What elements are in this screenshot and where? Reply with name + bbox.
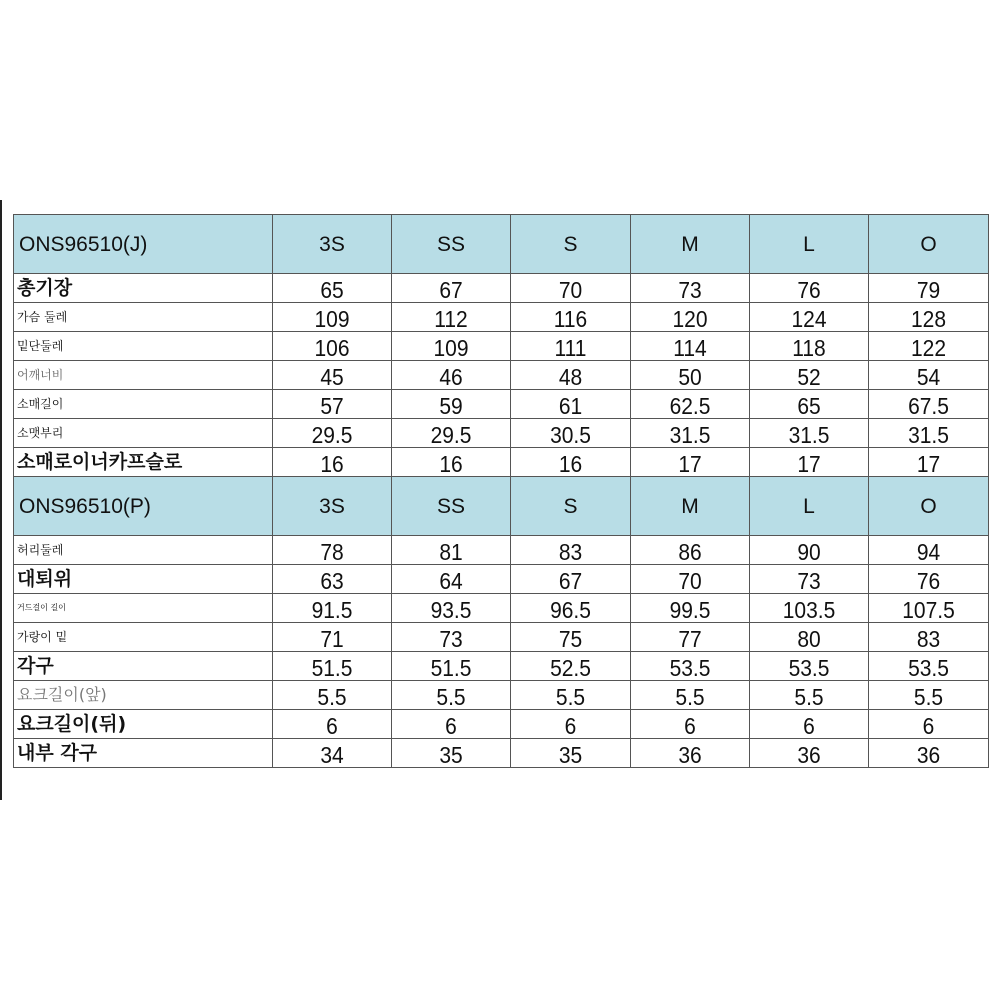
measurement-label: 어깨너비	[14, 361, 273, 390]
measurement-value	[631, 419, 750, 448]
measurement-value	[511, 332, 631, 361]
value-text: 93.5	[430, 597, 472, 623]
measurement-value	[869, 448, 989, 477]
measurement-value	[750, 361, 869, 390]
measurement-value	[273, 419, 392, 448]
value-text: 6	[922, 713, 935, 739]
measurement-value	[511, 652, 631, 681]
measurement-value	[869, 332, 989, 361]
value-text: 5.5	[794, 684, 824, 710]
measurement-value	[631, 390, 750, 419]
value-text: 31.5	[908, 422, 949, 448]
measurement-row	[14, 623, 989, 652]
measurement-value	[631, 652, 750, 681]
measurement-value	[750, 274, 869, 303]
measurement-label: 소맷부리	[14, 419, 273, 448]
measurement-value	[511, 623, 631, 652]
measurement-value	[750, 565, 869, 594]
measurement-value	[273, 303, 392, 332]
value-text: 6	[684, 713, 696, 739]
measurement-value	[631, 536, 750, 565]
measurement-value	[273, 594, 392, 623]
value-text: 50	[678, 364, 702, 390]
measurement-value	[750, 448, 869, 477]
measurement-label: 요크길이(뒤)	[14, 710, 273, 739]
measurement-value	[392, 710, 511, 739]
size-header-cell: SS	[392, 215, 511, 274]
value-text: 30.5	[550, 422, 591, 448]
value-text: 118	[792, 335, 826, 361]
value-text: 76	[797, 277, 821, 303]
value-text: 52.5	[550, 655, 591, 681]
measurement-value	[392, 274, 511, 303]
value-text: 35	[558, 742, 583, 768]
measurement-value	[392, 739, 511, 768]
value-text: 65	[797, 393, 821, 419]
measurement-value	[273, 332, 392, 361]
size-header-cell: S	[511, 215, 631, 274]
size-header-cell: 3S	[273, 477, 392, 536]
measurement-value	[392, 332, 511, 361]
value-text: 103.5	[782, 597, 836, 623]
measurement-label: 허리둘레	[14, 536, 273, 565]
measurement-row	[14, 274, 989, 303]
value-text: 90	[797, 539, 821, 565]
measurement-label: 소매로이너카프슬로	[14, 448, 273, 477]
measurement-value	[392, 652, 511, 681]
measurement-value	[273, 565, 392, 594]
measurement-value	[750, 332, 869, 361]
measurement-value	[750, 303, 869, 332]
value-text: 53.5	[908, 655, 949, 681]
value-text: 65	[320, 277, 344, 303]
model-code: ONS96510(P)	[14, 477, 273, 536]
measurement-value	[392, 536, 511, 565]
measurement-value	[631, 594, 750, 623]
value-text: 67	[558, 568, 583, 594]
value-text: 5.5	[317, 684, 347, 710]
measurement-value	[273, 681, 392, 710]
measurement-value	[511, 448, 631, 477]
value-text: 71	[320, 626, 344, 652]
value-text: 109	[314, 306, 350, 332]
measurement-row	[14, 332, 989, 361]
measurement-value	[392, 594, 511, 623]
value-text: 73	[678, 277, 702, 303]
value-text: 120	[672, 306, 708, 332]
measurement-value	[869, 739, 989, 768]
value-text: 73	[797, 568, 821, 594]
value-text: 45	[320, 364, 344, 390]
value-text: 63	[320, 568, 344, 594]
size-chart-table	[13, 214, 989, 768]
measurement-row	[14, 681, 989, 710]
measurement-value	[631, 274, 750, 303]
measurement-value	[869, 652, 989, 681]
measurement-value	[273, 536, 392, 565]
value-text: 54	[916, 364, 941, 390]
size-header-cell: O	[869, 215, 989, 274]
value-text: 17	[678, 451, 702, 477]
value-text: 122	[910, 335, 947, 361]
measurement-row	[14, 565, 989, 594]
measurement-value	[511, 710, 631, 739]
measurement-value	[511, 274, 631, 303]
value-text: 5.5	[555, 684, 586, 710]
value-text: 78	[320, 539, 344, 565]
value-text: 52	[797, 364, 821, 390]
value-text: 31.5	[669, 422, 711, 448]
measurement-value	[869, 303, 989, 332]
measurement-value	[631, 332, 750, 361]
value-text: 6	[803, 713, 815, 739]
value-text: 124	[791, 306, 827, 332]
measurement-value	[869, 681, 989, 710]
value-text: 67.5	[908, 393, 949, 419]
measurement-value	[869, 419, 989, 448]
value-text: 36	[797, 742, 821, 768]
value-text: 16	[439, 451, 463, 477]
measurement-value	[511, 390, 631, 419]
measurement-value	[273, 390, 392, 419]
size-header-cell: L	[750, 477, 869, 536]
measurement-value	[392, 623, 511, 652]
measurement-value	[511, 681, 631, 710]
measurement-value	[750, 652, 869, 681]
measurement-value	[511, 303, 631, 332]
value-text: 128	[910, 306, 947, 332]
measurement-label: 소매길이	[14, 390, 273, 419]
value-text: 107.5	[902, 597, 955, 623]
measurement-value	[750, 419, 869, 448]
value-text: 70	[678, 568, 702, 594]
size-header-cell: M	[631, 477, 750, 536]
measurement-value	[392, 565, 511, 594]
measurement-label: 가슴 둘레	[14, 303, 273, 332]
value-text: 76	[916, 568, 941, 594]
measurement-value	[631, 361, 750, 390]
measurement-value	[750, 681, 869, 710]
measurement-value	[511, 565, 631, 594]
measurement-value	[631, 623, 750, 652]
measurement-value	[869, 565, 989, 594]
measurement-value	[631, 448, 750, 477]
measurement-label: 대퇴위	[14, 565, 273, 594]
measurement-value	[750, 710, 869, 739]
measurement-value	[511, 594, 631, 623]
measurement-value	[750, 594, 869, 623]
left-border-line	[0, 200, 2, 800]
measurement-value	[750, 739, 869, 768]
measurement-value	[273, 739, 392, 768]
value-text: 35	[439, 742, 463, 768]
measurement-value	[392, 303, 511, 332]
value-text: 99.5	[669, 597, 711, 623]
size-header-cell: L	[750, 215, 869, 274]
value-text: 114	[673, 335, 707, 361]
value-text: 79	[916, 277, 941, 303]
value-text: 83	[558, 539, 583, 565]
measurement-value	[392, 448, 511, 477]
value-text: 80	[797, 626, 821, 652]
value-text: 116	[553, 306, 588, 332]
measurement-value	[631, 739, 750, 768]
measurement-value	[631, 710, 750, 739]
measurement-row	[14, 361, 989, 390]
value-text: 75	[558, 626, 583, 652]
value-text: 16	[558, 451, 583, 477]
measurement-value	[511, 536, 631, 565]
measurement-value	[511, 739, 631, 768]
measurement-value	[511, 361, 631, 390]
size-header-cell: S	[511, 477, 631, 536]
value-text: 111	[554, 335, 587, 361]
value-text: 94	[916, 539, 941, 565]
measurement-row	[14, 652, 989, 681]
measurement-value	[631, 303, 750, 332]
measurement-row	[14, 419, 989, 448]
value-text: 67	[439, 277, 463, 303]
measurement-value	[273, 448, 392, 477]
value-text: 16	[320, 451, 344, 477]
measurement-value	[869, 361, 989, 390]
value-text: 62.5	[669, 393, 711, 419]
value-text: 29.5	[311, 422, 353, 448]
value-text: 83	[916, 626, 941, 652]
value-text: 53.5	[788, 655, 830, 681]
value-text: 5.5	[675, 684, 705, 710]
measurement-value	[869, 390, 989, 419]
value-text: 106	[314, 335, 350, 361]
measurement-value	[273, 710, 392, 739]
measurement-label: 요크길이(앞)	[14, 681, 273, 710]
value-text: 5.5	[436, 684, 466, 710]
measurement-row	[14, 739, 989, 768]
value-text: 91.5	[311, 597, 353, 623]
value-text: 73	[439, 626, 463, 652]
size-header-cell: SS	[392, 477, 511, 536]
measurement-row	[14, 390, 989, 419]
value-text: 61	[558, 393, 583, 419]
measurement-value	[392, 361, 511, 390]
model-code: ONS96510(J)	[14, 215, 273, 274]
measurement-label: 총기장	[14, 274, 273, 303]
value-text: 53.5	[669, 655, 711, 681]
measurement-value	[631, 565, 750, 594]
measurement-value	[392, 390, 511, 419]
measurement-value	[511, 419, 631, 448]
measurement-row	[14, 710, 989, 739]
value-text: 81	[439, 539, 463, 565]
measurement-value	[273, 652, 392, 681]
value-text: 109	[433, 335, 469, 361]
value-text: 70	[558, 277, 583, 303]
value-text: 57	[320, 393, 344, 419]
measurement-row	[14, 594, 989, 623]
measurement-label: 거드걸이 길이	[14, 594, 273, 623]
value-text: 64	[439, 568, 463, 594]
measurement-value	[869, 536, 989, 565]
size-header-cell: M	[631, 215, 750, 274]
measurement-value	[869, 274, 989, 303]
measurement-label: 내부 각구	[14, 739, 273, 768]
value-text: 59	[439, 393, 463, 419]
value-text: 6	[564, 713, 577, 739]
measurement-label: 밑단둘레	[14, 332, 273, 361]
measurement-row	[14, 536, 989, 565]
value-text: 46	[439, 364, 463, 390]
measurement-value	[392, 681, 511, 710]
value-text: 86	[678, 539, 702, 565]
measurement-value	[750, 623, 869, 652]
measurement-value	[869, 594, 989, 623]
measurement-value	[750, 390, 869, 419]
measurement-row	[14, 448, 989, 477]
value-text: 77	[678, 626, 702, 652]
value-text: 51.5	[430, 655, 472, 681]
value-text: 17	[797, 451, 821, 477]
value-text: 96.5	[550, 597, 591, 623]
value-text: 36	[916, 742, 941, 768]
value-text: 31.5	[788, 422, 830, 448]
measurement-value	[273, 361, 392, 390]
measurement-value	[392, 419, 511, 448]
measurement-value	[750, 536, 869, 565]
value-text: 48	[558, 364, 583, 390]
size-header-cell: 3S	[273, 215, 392, 274]
value-text: 17	[916, 451, 941, 477]
section-header-row	[14, 477, 989, 536]
value-text: 6	[326, 713, 338, 739]
measurement-value	[273, 274, 392, 303]
measurement-value	[631, 681, 750, 710]
value-text: 34	[320, 742, 344, 768]
measurement-label: 가랑이 밑	[14, 623, 273, 652]
size-header-cell: O	[869, 477, 989, 536]
measurement-label: 각구	[14, 652, 273, 681]
measurement-row	[14, 303, 989, 332]
section-header-row	[14, 215, 989, 274]
value-text: 36	[678, 742, 702, 768]
value-text: 5.5	[913, 684, 944, 710]
value-text: 29.5	[430, 422, 472, 448]
measurement-value	[273, 623, 392, 652]
value-text: 6	[445, 713, 457, 739]
value-text: 112	[434, 306, 468, 332]
measurement-value	[869, 710, 989, 739]
measurement-value	[869, 623, 989, 652]
value-text: 51.5	[311, 655, 353, 681]
